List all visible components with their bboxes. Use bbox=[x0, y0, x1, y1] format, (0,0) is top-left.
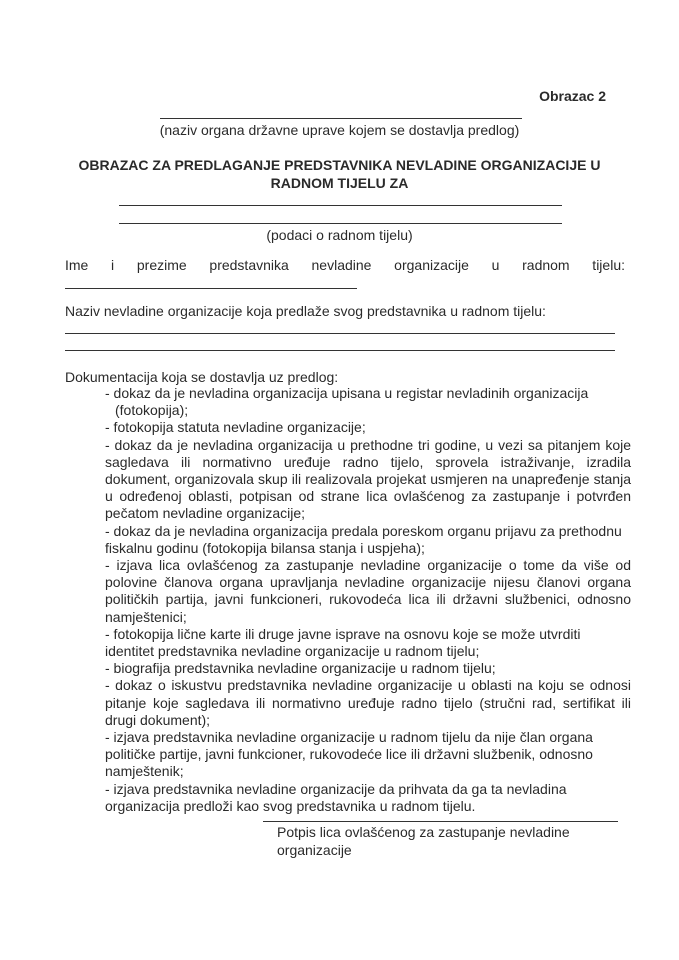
form-title bbox=[0, 156, 679, 192]
authority-caption: (naziv organa državne uprave kojem se dostavlja predlog) bbox=[159, 122, 520, 138]
signature-caption: Potpis lica ovlašćenog za zastupanje nevladine organizacije bbox=[277, 824, 570, 858]
ngo-name-label: Naziv nevladine organizacije koja predlaže svog predstavnika u radnom tijelu: bbox=[65, 303, 546, 319]
doc-item-id-copy: - fotokopija lične karte ili druge javne isprave na osnovu koje se može utvrditi identitet predstavnika nevladine organizacije u radnom tijelu; bbox=[105, 625, 581, 660]
representative-name-label: Ime i prezime predstavnika nevladine organizacije u radnom tijelu: bbox=[65, 257, 625, 273]
doc-item-representative-statement: - izjava predstavnika nevladine organizacije u radnom tijelu da nije član organa političke partije, javni funkcioner, rukovodeće lice ili državni službenik, odnosno namještenik; bbox=[105, 729, 593, 780]
doc-item-acceptance-statement: - izjava predstavnika nevladine organizacije da prihvata da ga ta nevladina organizacija predloži kao svog predstavnika u radnom tijelu. bbox=[105, 780, 567, 814]
form-title-line1: OBRAZAC ZA PREDLAGANJE PREDSTAVNIKA NEVLADINE ORGANIZACIJE U bbox=[78, 157, 601, 173]
documentation-heading: Dokumentacija koja se dostavlja uz predlog: bbox=[65, 369, 339, 385]
working-body-caption: (podaci o radnom tijelu) bbox=[266, 227, 413, 243]
doc-item-activity-proof: - dokaz da je nevladina organizacija u prethodne tri godine, u vezi sa pitanjem koje sagledava ili normativno uređuje radno tijelo, sprovela istraživanje, izradila dokument, organizovala skup ili realizovala projekat usmjeren na unapređenje stanja u određenoj oblasti, potpisan od strane lica ovlašćenog za zastupanje i potvrđen pečatom nevladine organizacije; bbox=[105, 436, 631, 522]
doc-item-biography: - biografija predstavnika nevladine organizacije u radnom tijelu; bbox=[105, 660, 496, 677]
doc-item-experience-proof: - dokaz o iskustvu predstavnika nevladine organizacije u oblasti na koju se odnosi pitanje koje sagledava ili normativno uređuje radno tijelo (stručni rad, sertifikat ili drugi dokument); bbox=[105, 677, 631, 728]
working-body-line-2[interactable] bbox=[119, 223, 562, 224]
doc-item-statute: - fotokopija statuta nevladine organizacije; bbox=[105, 419, 366, 436]
doc-item-board-statement: - izjava lica ovlašćenog za zastupanje nevladine organizacije o tome da više od polovine članova organa upravljanja nevladine organizacije nijesu članovi organa političkih partija, javni funkcioneri, rukovodeća lica ili državni službenici, odnosno namještenici; bbox=[105, 557, 631, 625]
working-body-line-1[interactable] bbox=[119, 205, 562, 206]
signature-line[interactable] bbox=[263, 821, 618, 822]
documentation-list bbox=[105, 385, 631, 815]
ngo-name-field-line-2[interactable] bbox=[65, 350, 615, 351]
doc-item-registry: - dokaz da je nevladina organizacija upisana u registar nevladinih organizacija (fotokopija); bbox=[105, 385, 589, 419]
representative-name-field[interactable] bbox=[65, 288, 357, 289]
doc-item-tax-return: - dokaz da je nevladina organizacija predala poreskom organu prijavu za prethodnu fiskalnu godinu (fotokopija bilansa stanja i uspjeha); bbox=[105, 522, 622, 556]
ngo-name-field-line-1[interactable] bbox=[65, 333, 615, 334]
form-number: Obrazac 2 bbox=[539, 88, 606, 104]
form-title-line2: RADNOM TIJELU ZA bbox=[270, 175, 409, 191]
authority-blank-line[interactable] bbox=[160, 118, 522, 119]
